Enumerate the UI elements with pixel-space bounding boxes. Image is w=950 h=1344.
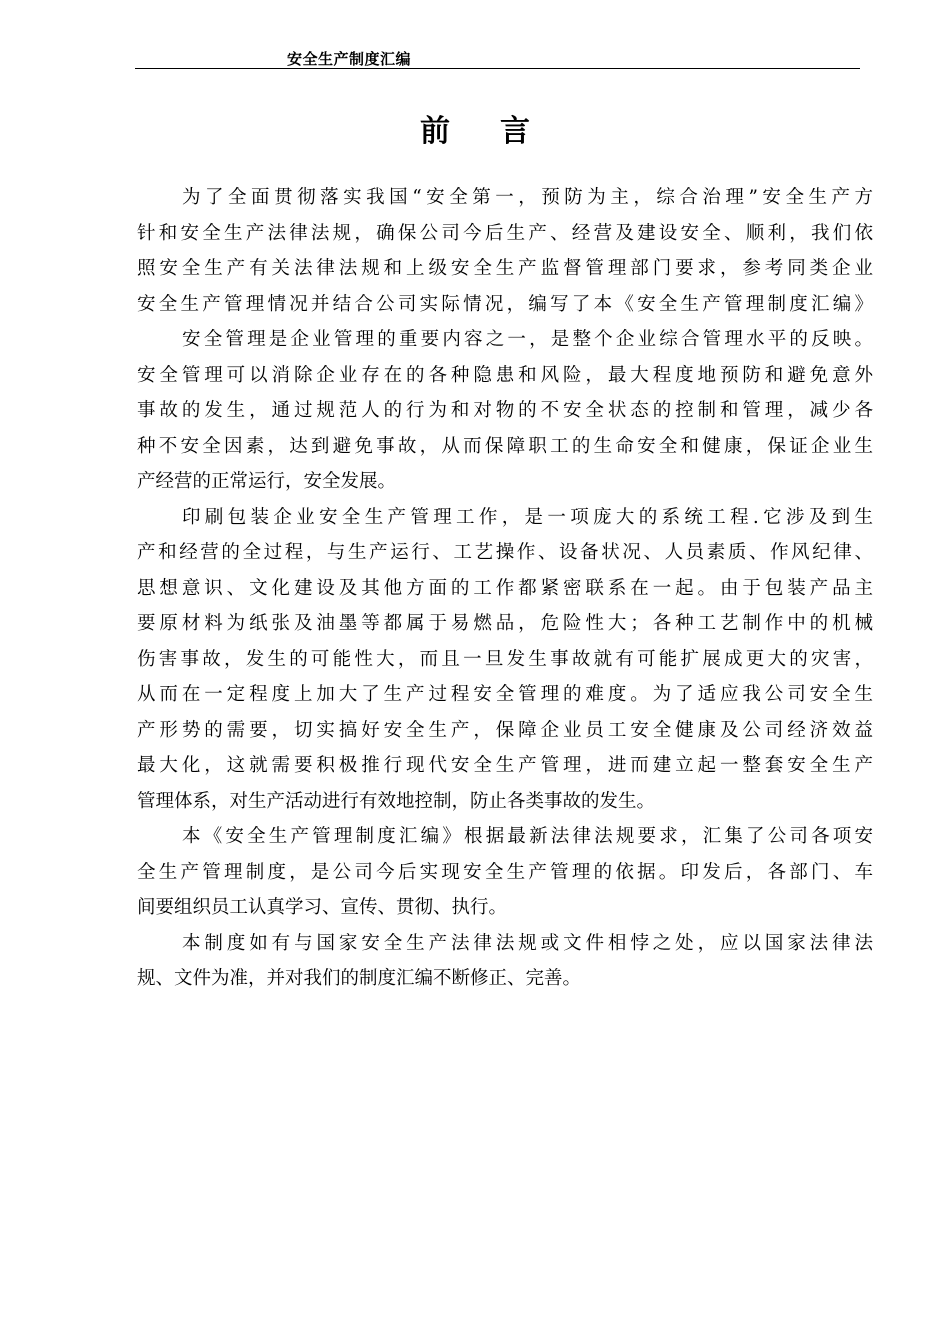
paragraph-3	[137, 500, 873, 820]
paragraph-line: 全生产管理制度，是公司今后实现安全生产管理的依据。印发后，各部门、车	[137, 861, 873, 883]
paragraph-line: 从而在一定程度上加大了生产过程安全管理的难度。为了适应我公司安全生	[137, 684, 873, 705]
paragraph-line: 为了全面贯彻落实我国“安全第一，预防为主，综合治理”安全生产方	[182, 187, 873, 208]
paragraph-line: 产和经营的全过程，与生产运行、工艺操作、设备状况、人员素质、作风纪律、	[137, 542, 873, 563]
paragraph-line: 安全管理可以消除企业存在的各种隐患和风险，最大程度地预防和避免意外	[137, 364, 873, 386]
paragraph-line: 最大化，这就需要积极推行现代安全生产管理，进而建立起一整套安全生产	[137, 755, 873, 776]
paragraph-line: 管理体系，对生产活动进行有效地控制，防止各类事故的发生。	[137, 790, 656, 812]
paragraph-line: 规、文件为准，并对我们的制度汇编不断修正、完善。	[137, 968, 582, 989]
paragraph-line: 印刷包装企业安全生产管理工作，是一项庞大的系统工程.它涉及到生	[182, 506, 873, 528]
document-title: 前言	[420, 114, 580, 149]
paragraph-line: 安全生产管理情况并结合公司实际情况，编写了本《安全生产管理制度汇编》	[137, 293, 873, 315]
paragraph-2	[137, 322, 873, 500]
paragraph-line: 照安全生产有关法律法规和上级安全生产监督管理部门要求，参考同类企业	[137, 258, 873, 279]
running-header-title: 安全生产制度汇编	[287, 50, 412, 68]
paragraph-line: 事故的发生，通过规范人的行为和对物的不安全状态的控制和管理，减少各	[137, 400, 873, 421]
paragraph-line: 本《安全生产管理制度汇编》根据最新法律法规要求，汇集了公司各项安	[182, 826, 873, 847]
paragraph-line: 种不安全因素，达到避免事故，从而保障职工的生命安全和健康，保证企业生	[137, 435, 873, 457]
paragraph-line: 要原材料为纸张及油墨等都属于易燃品，危险性大；各种工艺制作中的机械	[137, 613, 873, 634]
preface-body	[137, 180, 873, 997]
paragraph-1	[137, 180, 873, 322]
paragraph-line: 产经营的正常运行，安全发展。	[137, 471, 397, 492]
paragraph-line: 本制度如有与国家安全生产法律法规或文件相悖之处，应以国家法律法	[182, 932, 873, 954]
paragraph-line: 思想意识、文化建设及其他方面的工作都紧密联系在一起。由于包装产品主	[137, 577, 873, 599]
paragraph-line: 间要组织员工认真学习、宣传、贯彻、执行。	[137, 897, 508, 918]
paragraph-line: 伤害事故，发生的可能性大，而且一旦发生事故就有可能扩展成更大的灾害，	[137, 648, 873, 670]
paragraph-5	[137, 926, 873, 997]
paragraph-4	[137, 819, 873, 926]
paragraph-line: 针和安全生产法律法规，确保公司今后生产、经营及建设安全、顺利，我们依	[137, 222, 873, 244]
paragraph-line: 安全管理是企业管理的重要内容之一，是整个企业综合管理水平的反映。	[182, 329, 873, 350]
paragraph-line: 产形势的需要，切实搞好安全生产，保障企业员工安全健康及公司经济效益	[137, 719, 873, 741]
page-header	[135, 44, 860, 69]
